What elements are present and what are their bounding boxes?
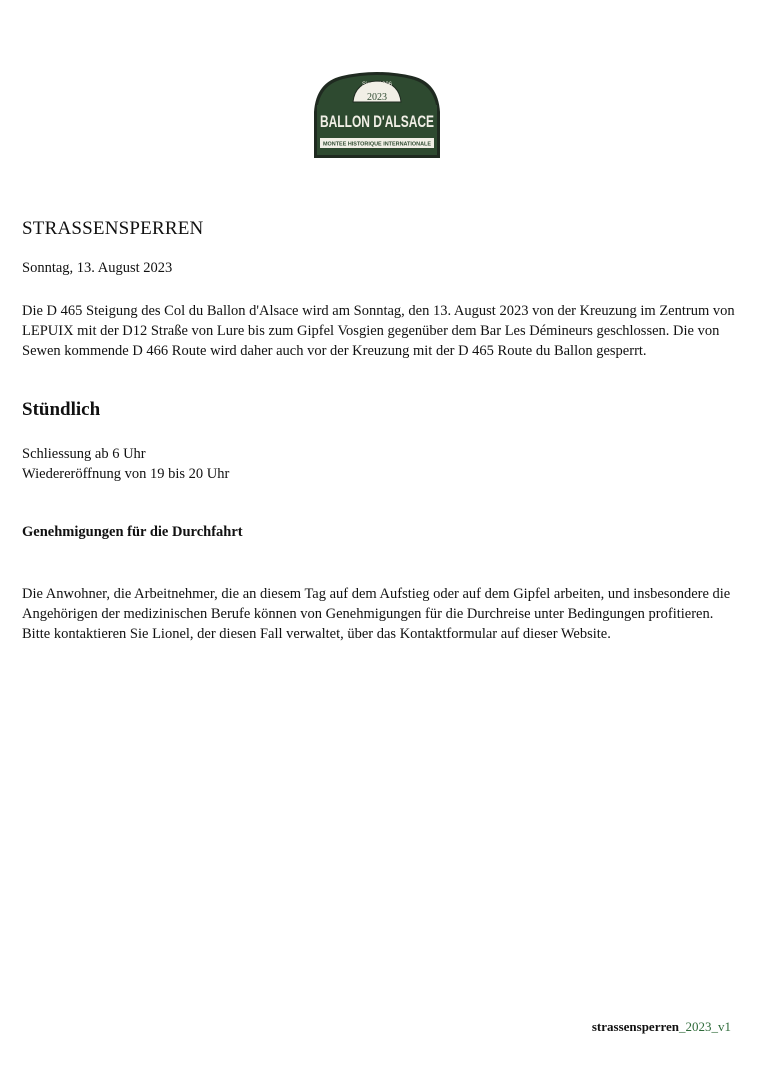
document-footer bbox=[592, 1019, 731, 1035]
logo-tagline-text: MONTEE HISTORIQUE INTERNATIONALE bbox=[323, 141, 432, 148]
ballon-dalsace-logo bbox=[306, 72, 448, 158]
event-date: Sonntag, 13. August 2023 bbox=[22, 260, 173, 276]
permits-subheading: Genehmigungen für die Durchfahrt bbox=[22, 524, 243, 540]
logo-year-text: 2023 bbox=[367, 92, 387, 103]
schedule-reopening: Wiedereröffnung von 19 bis 20 Uhr bbox=[22, 466, 230, 482]
section-title-hourly: Stündlich bbox=[22, 399, 101, 420]
footer-doc-name: strassensperren bbox=[591, 1019, 679, 1034]
page-title: STRASSENSPERREN bbox=[22, 218, 204, 239]
closure-paragraph: Die D 465 Steigung des Col du Ballon d'Alsace wird am Sonntag, den 13. August 2023 von der Kreuzung im Zentrum von LEPUIX mit der D12 Straße von Lure bis zum Gipfel Vosgien gegenüber dem Bar Les Démineurs geschlossen. Die von Sewen kommende D 466 Route wird daher auch vor der Kreuzung mit der D 465 Route du Ballon gesperrt. bbox=[22, 303, 735, 359]
schedule-closing: Schliessung ab 6 Uhr bbox=[22, 446, 146, 462]
footer-version: _2023_v1 bbox=[679, 1019, 731, 1034]
logo-since-text: Since 1906 bbox=[361, 82, 393, 88]
permits-paragraph: Die Anwohner, die Arbeitnehmer, die an diesem Tag auf dem Aufstieg oder auf dem Gipfel arbeiten, und insbesondere die Angehörigen der medizinischen Berufe können von Genehmigungen für die Durchreise unter Bedingungen profitieren. Bitte kontaktieren Sie Lionel, der diesen Fall verwaltet, über das Kontaktformular auf dieser Website. bbox=[22, 586, 731, 642]
logo-name-text: BALLON D'ALSACE bbox=[320, 112, 434, 131]
schedule-list bbox=[22, 444, 229, 484]
